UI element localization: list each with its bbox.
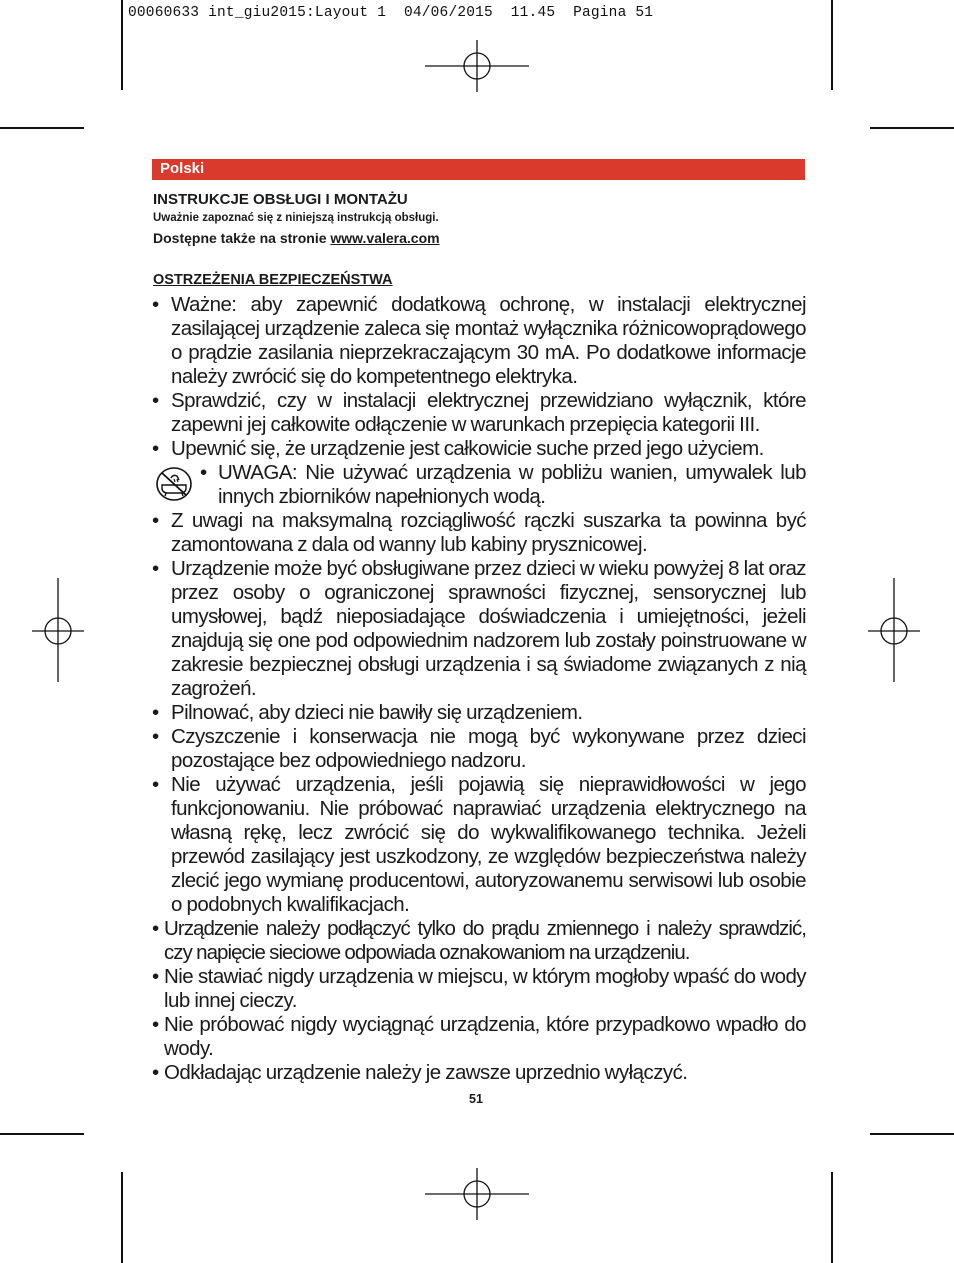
item-text: Urządzenie może być obsługiwane przez dzieci w wieku powyżej 8 lat oraz przez osoby o ograniczonej sprawności fizycznej, sensorycznej lub umysłowej, bądź nieposiadające doświadczenia i umiejętności, jeżeli znajdują się one pod odpowiednim nadzorem lub zostały poinstruowane w zakresie bezpiecznej obsługi urządzenia i są świadome związanych z nią zagrożeń. [171, 557, 806, 700]
list-item [152, 917, 806, 965]
list-item [152, 437, 806, 461]
language-bar [152, 159, 805, 180]
bullet: • [152, 917, 159, 940]
bullet: • [152, 389, 159, 412]
list-item [152, 701, 806, 725]
bullet: • [200, 461, 207, 484]
item-text: Nie próbować nigdy wyciągnąć urządzenia, które przypadkowo wpadło do wody. [164, 1013, 806, 1060]
crop-mark [870, 1133, 954, 1135]
item-text: Odkładając urządzenie należy je zawsze uprzednio wyłączyć. [164, 1061, 688, 1084]
list-item [152, 1013, 806, 1061]
safety-title: OSTRZEŻENIA BEZPIECZEŃSTWA [153, 272, 393, 288]
list-item [152, 557, 806, 701]
item-text: Upewnić się, że urządzenie jest całkowicie suche przed jego użyciem. [171, 437, 764, 460]
bullet: • [152, 773, 159, 796]
availability-line [153, 230, 440, 246]
list-item [152, 293, 806, 389]
safety-list [152, 293, 806, 1085]
list-item [152, 773, 806, 917]
crop-mark [870, 127, 954, 129]
page-number: 51 [469, 1092, 483, 1106]
item-text: Urządzenie należy podłączyć tylko do prądu zmiennego i należy sprawdzić, czy napięcie sieciowe odpowiada oznakowaniom na urządzeniu. [164, 917, 806, 964]
bullet: • [152, 1061, 159, 1084]
website-link[interactable]: www.valera.com [330, 230, 440, 246]
list-item [152, 1061, 806, 1085]
registration-mark-icon [868, 578, 920, 682]
item-text: UWAGA: Nie używać urządzenia w pobliżu wanien, umywalek lub innych zbiorników napełnionych wodą. [218, 461, 806, 508]
crop-mark [121, 0, 123, 90]
crop-mark [831, 0, 833, 90]
bullet: • [152, 557, 159, 580]
availability-text: Dostępne także na stronie [153, 230, 331, 246]
bullet: • [152, 725, 159, 748]
registration-mark-icon [32, 578, 84, 682]
no-bathtub-icon [155, 466, 193, 502]
item-text: Nie stawiać nigdy urządzenia w miejscu, w którym mogłoby wpaść do wody lub innej cieczy. [164, 965, 806, 1012]
list-item [152, 389, 806, 437]
bullet: • [152, 701, 159, 724]
item-text: Czyszczenie i konserwacja nie mogą być wykonywane przez dzieci pozostające bez odpowiedniego nadzoru. [171, 725, 806, 772]
list-item [152, 725, 806, 773]
bullet: • [152, 509, 159, 532]
item-text: Z uwagi na maksymalną rozciągliwość rączki suszarka ta powinna być zamontowana z dala od wanny lub kabiny prysznicowej. [171, 509, 806, 556]
bullet: • [152, 293, 159, 316]
item-text: Ważne: aby zapewnić dodatkową ochronę, w instalacji elektrycznej zasilającej urządzenie zaleca się montaż wyłącznika różnicowoprądowego o prądzie zasilania nieprzekraczającym 30 mA. Po dodatkowe informacje należy zwrócić się do kompetentnego elektryka. [171, 293, 806, 388]
crop-mark [0, 1133, 84, 1135]
printer-slug: 00060633 int_giu2015:Layout 1 04/06/2015 11.45 Pagina 51 [128, 5, 654, 21]
registration-mark-icon [425, 1168, 529, 1220]
item-text: Nie używać urządzenia, jeśli pojawią się nieprawidłowości w jego funkcjonowaniu. Nie próbować naprawiać urządzenia elektrycznego na własną rękę, lecz zwrócić się do wykwalifikowanego technika. Jeżeli przewód zasilający jest uszkodzony, ze względów bezpieczeństwa należy zlecić jego wymianę producentowi, autoryzowanemu serwisowi lub osobie o podobnych kwalifikacjach. [171, 773, 806, 916]
list-item [152, 965, 806, 1013]
bullet: • [152, 1013, 159, 1036]
crop-mark [831, 1172, 833, 1263]
crop-mark [0, 127, 84, 129]
bullet: • [152, 437, 159, 460]
list-item [152, 509, 806, 557]
read-note: Uważnie zapoznać się z niniejszą instrukcją obsługi. [153, 212, 439, 224]
item-text: Pilnować, aby dzieci nie bawiły się urządzeniem. [171, 701, 583, 724]
language-label: Polski [160, 160, 205, 177]
crop-mark [121, 1172, 123, 1263]
bullet: • [152, 965, 159, 988]
item-text: Sprawdzić, czy w instalacji elektrycznej przewidziano wyłącznik, które zapewni jej całkowite odłączenie w warunkach przepięcia kategorii III. [171, 389, 806, 436]
instructions-title: INSTRUKCJE OBSŁUGI I MONTAŻU [153, 191, 408, 208]
list-item-warning [152, 461, 806, 509]
registration-mark-icon [425, 40, 529, 92]
